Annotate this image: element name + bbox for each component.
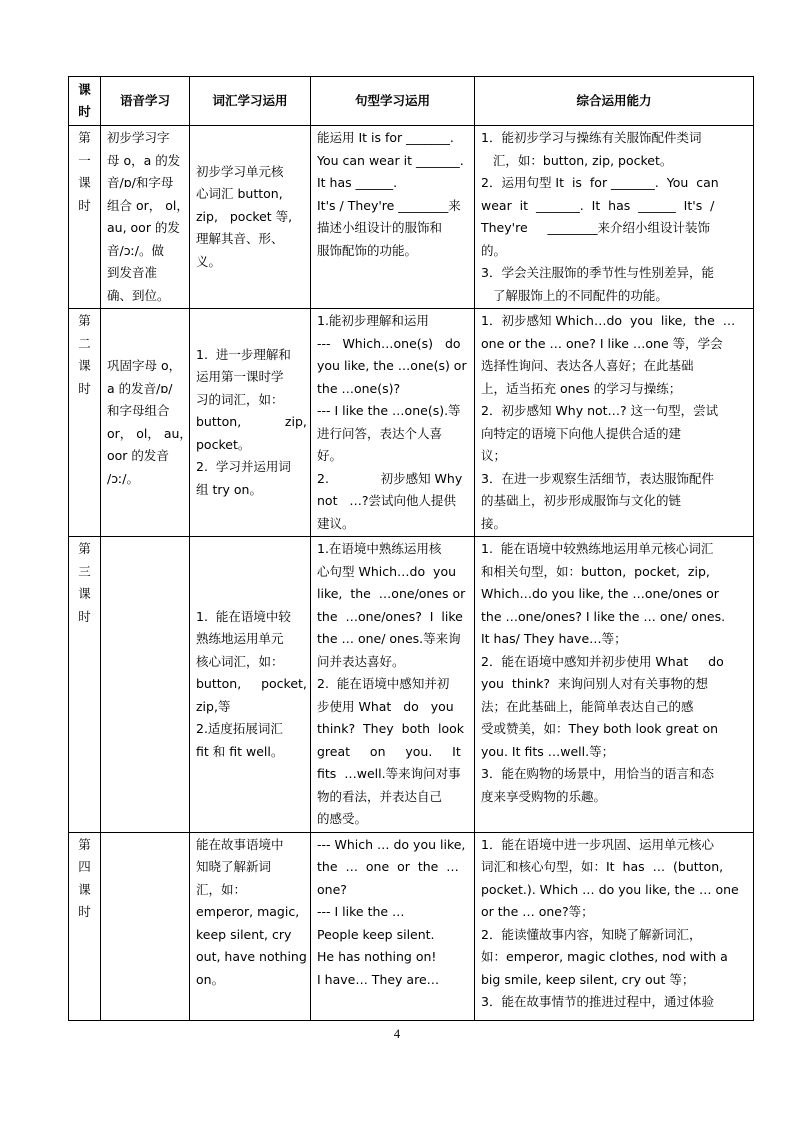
sentence-line: --- I like the …one(s).等 [317,403,461,418]
sentence-line: great on you. It [317,743,461,759]
header-vocab: 词汇学习运用 [190,77,311,126]
comprehensive-line: 2．初步感知 Why not…? 这一句型，尝试 [481,403,719,418]
sentence-line: 2. 能在语境中感知并初 [317,676,450,691]
comprehensive-line: the …one/ones? I like the … one/ ones. [481,608,726,624]
phonics-line: 音/ɔː/。做 [107,242,165,258]
sentence-cell [311,126,475,309]
comprehensive-line: 议； [481,448,507,463]
sentence-cell [311,832,475,1020]
header-phonics: 语音学习 [101,77,190,126]
vocab-line: 知晓了解新词 [196,859,272,874]
sentence-line: not …?尝试向他人提供 [317,493,457,508]
lesson-label: 第 二 课 时 [69,309,101,537]
vocab-line: 2.适度拓展词汇 [196,721,283,736]
header-sentence: 句型学习运用 [311,77,475,126]
sentence-line: People keep silent. [317,926,435,942]
comprehensive-line: Which…do you like, the …one/ones or [481,586,719,601]
sentence-line: 步使用 What do you [317,698,454,714]
vocab-line: fit 和 fit well。 [196,743,284,759]
vocab-line: 理解其音、形、 [196,231,284,247]
vocab-line: zip, pocket 等, [196,208,293,224]
comprehensive-line: 1．能在语境中进一步巩固、运用单元核心 [481,836,714,852]
sentence-line: 的感受。 [317,811,368,826]
comprehensive-line: one or the … one? I like …one 等，学会 [481,335,723,351]
sentence-line: 心句型 Which…do you [317,563,457,579]
comprehensive-line: 2．能读懂故事内容，知晓了解新词汇， [481,926,702,942]
comprehensive-line: 受或赞美，如：They both look great on [481,721,719,736]
phonics-line: 母 o，a 的发 [107,152,181,168]
vocab-cell [190,309,311,537]
sentence-cell [311,537,475,833]
comprehensive-line: 1．初步感知 Which…do you like, the … [481,313,736,328]
phonics-line: 巩固字母 o， [107,358,182,373]
sentence-line: the … one/ ones.等来询 [317,631,461,646]
header-lesson [69,77,101,126]
comprehensive-line: 上，适当拓充 ones 的学习与操练； [481,380,682,396]
sentence-line: 问并表达喜好。 [317,653,405,669]
vocab-line: 1. 能在语境中较 [196,608,291,624]
phonics-line: or， ol， au， [107,425,192,441]
sentence-line: 好。 [317,448,343,463]
sentence-line: 能运用 It is for _______. [317,130,454,145]
comprehensive-line: 度来享受购物的乐趣。 [481,788,607,804]
lesson-plan-table [68,76,754,1021]
vocab-line: out, have nothing [196,949,307,964]
phonics-cell [101,537,190,833]
comprehensive-line: you. It fits …well.等； [481,743,615,759]
comprehensive-line: 的。 [481,242,507,258]
sentence-line: 1.能初步理解和运用 [317,313,429,328]
comprehensive-line: 1. 能在语境中较熟练地运用单元核心词汇 [481,541,714,556]
vocab-line: 义。 [196,253,222,269]
sentence-line: the …one/ones? I like [317,608,463,624]
comprehensive-line: 1．能初步学习与操练有关服饰配件类词 [481,130,702,145]
comprehensive-line: 如：emperor, magic clothes, nod with a [481,949,728,964]
vocab-line: 习的词汇，如： [196,391,284,407]
vocab-line: 初步学习单元核 [196,163,284,179]
sentence-line: --- Which…one(s) do [317,335,461,351]
sentence-line: 进行问答，表达个人喜 [317,425,443,441]
phonics-line: 确、到位。 [107,287,170,303]
vocab-line: 2. 学习并运用词 [196,459,291,475]
comprehensive-line: 2．能在语境中感知并初步使用 What do [481,653,724,669]
phonics-cell [101,126,190,309]
comprehensive-line: 2．运用句型 It is for _______. You can [481,175,719,190]
vocab-line: 心词汇 button, [196,186,283,202]
vocab-line: keep silent, cry [196,926,292,942]
header-row [69,77,754,126]
sentence-line: You can wear it _______. [317,152,464,168]
phonics-cell [101,309,190,537]
comprehensive-cell [475,126,754,309]
sentence-line: 描述小组设计的服饰和 [317,220,443,235]
comprehensive-line: 接。 [481,515,507,531]
sentence-line: It's / They're ________来 [317,197,461,213]
comprehensive-line: 的基础上，初步形成服饰与文化的链 [481,493,682,508]
sentence-line: --- Which … do you like, [317,836,466,852]
lesson-label: 第 一 课 时 [69,126,101,309]
sentence-line: one? [317,881,347,897]
sentence-line: It has ______. [317,175,398,190]
comprehensive-line: 3．能在故事情节的推进过程中，通过体验 [481,994,714,1009]
vocab-line: pocket。 [196,436,251,452]
comprehensive-line: 向特定的语境下向他人提供合适的建 [481,425,682,441]
vocab-line: 核心词汇，如： [196,653,284,669]
vocab-line: 运用第一课时学 [196,369,284,385]
sentence-line: 服饰配饰的功能。 [317,242,418,258]
vocab-line: 汇，如： [196,881,247,897]
vocab-line: 熟练地运用单元 [196,631,284,646]
sentence-line: 物的看法，并表达自己 [317,788,443,804]
vocab-line: 能在故事语境中 [196,836,284,852]
page-number: 4 [393,1027,401,1041]
comprehensive-line: pocket.). Which … do you like, the … one [481,881,739,897]
header-lesson-label: 课 时 [78,81,91,119]
phonics-line: oor 的发音 [107,448,169,463]
phonics-line: a 的发音/ɒ/ [107,380,173,396]
phonics-line: 到发音准 [107,265,158,280]
sentence-line: 2. 初步感知 Why [317,470,463,486]
comprehensive-cell [475,832,754,1020]
sentence-line: --- I like the … [317,904,405,919]
vocab-line: button, zip, [196,414,307,430]
vocab-cell [190,537,311,833]
sentence-line: think? They both look [317,721,464,736]
comprehensive-line: 3．能在购物的场景中，用恰当的语言和态 [481,766,714,781]
sentence-line: 1.在语境中熟练运用核 [317,541,442,556]
lesson-row [69,832,754,1020]
phonics-cell [101,832,190,1020]
sentence-line: 建议。 [317,515,355,531]
sentence-line: fits …well.等来询问对事 [317,766,461,781]
sentence-line: the …one(s)? [317,380,401,396]
comprehensive-line: 选择性询问、表达各人喜好；在此基础 [481,358,694,373]
lesson-row [69,537,754,833]
lesson-label: 第 三 课 时 [69,537,101,833]
comprehensive-line: 汇，如：button, zip, pocket。 [481,152,673,168]
comprehensive-line: It has/ They have…等； [481,631,627,646]
lesson-row [69,309,754,537]
comprehensive-cell [475,537,754,833]
comprehensive-line: 3．学会关注服饰的季节性与性别差异，能 [481,265,714,280]
comprehensive-line: 和相关句型，如：button, pocket, zip, [481,563,710,579]
sentence-line: He has nothing on! [317,949,437,964]
comprehensive-line: or the … one?等； [481,904,594,919]
comprehensive-line: 3．在进一步观察生活细节，表达服饰配件 [481,470,714,486]
phonics-line: 音/ɒ/和字母 [107,175,174,190]
phonics-line: au, oor 的发 [107,220,180,235]
comprehensive-line: 词汇和核心句型，如：It has … (button, [481,859,724,874]
header-comprehensive: 综合运用能力 [475,77,754,126]
phonics-line: 组合 or， ol， [107,197,189,213]
lesson-label: 第 四 课 时 [69,832,101,1020]
phonics-line: 初步学习字 [107,130,170,145]
sentence-line: I have… They are… [317,971,440,987]
vocab-line: emperor, magic, [196,904,300,919]
comprehensive-line: big smile, keep silent, cry out 等； [481,971,695,987]
vocab-line: 组 try on。 [196,481,262,497]
comprehensive-line: wear it _______. It has ______ It's / [481,197,715,213]
comprehensive-cell [475,309,754,537]
comprehensive-line: 法；在此基础上，能简单表达自己的感 [481,698,694,714]
vocab-line: on。 [196,971,225,987]
lesson-row [69,126,754,309]
vocab-line: 1. 进一步理解和 [196,346,291,362]
vocab-line: button, pocket, [196,676,307,691]
comprehensive-line: you think? 来询问别人对有关事物的想 [481,676,708,691]
phonics-line: 和字母组合 [107,403,170,418]
vocab-cell [190,126,311,309]
sentence-cell [311,309,475,537]
vocab-cell [190,832,311,1020]
vocab-line: zip,等 [196,698,231,714]
sentence-line: you like, the …one(s) or [317,358,467,373]
comprehensive-line: 了解服饰上的不同配件的功能。 [481,287,668,303]
sentence-line: like, the …one/ones or [317,586,466,601]
sentence-line: the … one or the … [317,859,459,874]
comprehensive-line: They're ________来介绍小组设计装饰 [481,220,711,235]
phonics-line: /ɔː/。 [107,470,140,486]
